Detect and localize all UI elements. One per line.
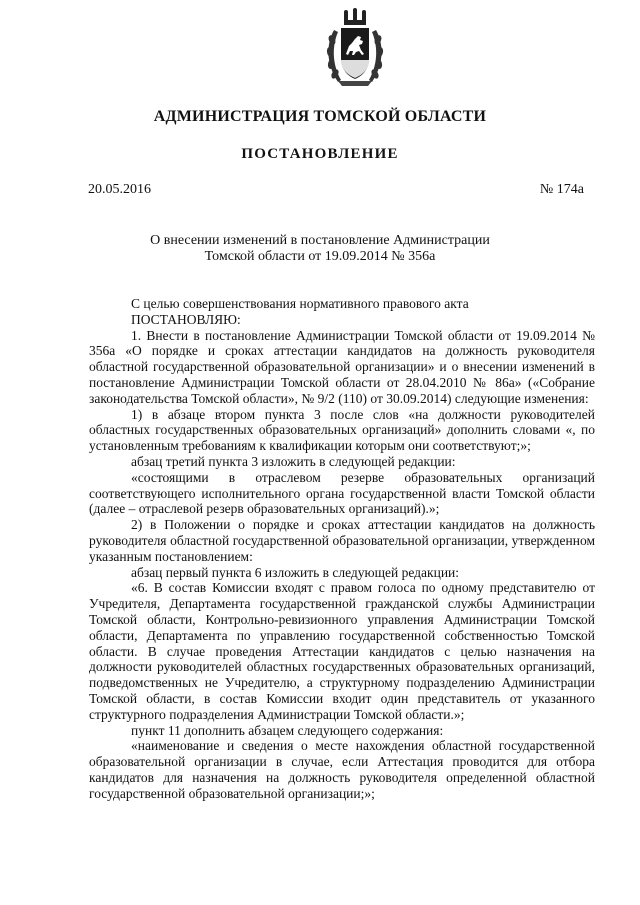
paragraph: «наименование и сведения о месте нахождения областной государственной образовательной организации в случае, если Аттестация проводится для отбора кандидатов для назначения на должность руководителя определенной областной государственной образовательной организации;»; — [89, 738, 595, 801]
paragraph: С целью совершенствования нормативного правового акта — [131, 296, 469, 311]
subject-line: О внесении изменений в постановление Администрации — [150, 233, 490, 248]
paragraph: ПОСТАНОВЛЯЮ: — [131, 311, 241, 327]
paragraph: 1) в абзаце втором пункта 3 после слов «на должности руководителей областных государственных образовательных организаций» дополнить словами «, по установленным требованиям к квалификации которым они соответствуют;»; — [89, 406, 595, 454]
document-number: № 174а — [539, 182, 584, 197]
paragraph: «состоящими в отраслевом резерве образовательных организаций соответствующего исполнительного органа государственной власти Томской области (далее – отраслевой резерв образовательных организаций).»; — [89, 469, 595, 517]
document-body — [89, 296, 595, 802]
tomsk-coat-of-arms-icon — [324, 8, 386, 92]
paragraph: 2) в Положении о порядке и сроках аттестации кандидатов на должность руководителя областной государственной образовательной организации, утвержденном указанным постановлением: — [89, 517, 595, 564]
paragraph: пункт 11 дополнить абзацем следующего содержания: — [131, 722, 444, 738]
paragraph: абзац третий пункта 3 изложить в следующей редакции: — [131, 453, 456, 469]
paragraph: «6. В состав Комиссии входят с правом голоса по одному представителю от Учредителя, Департамента государственной гражданской службы Администрации Томской области, Контрольно-ревизионного управления Администрации Томской области, Департамента по управлению государственной собственностью Томской области. В случае проведения Аттестации кандидатов с целью назначения на должности руководителей областных государственных образовательных организаций, подведомственных не Учредителю, а структурному подразделению Администрации Томской области, в состав Комиссии входит один представитель от указанного структурного подразделения Администрации Томской области.»; — [89, 580, 595, 722]
paragraph: абзац первый пункта 6 изложить в следующей редакции: — [131, 564, 460, 580]
document-subject — [120, 233, 520, 265]
subject-line: Томской области от 19.09.2014 № 356а — [204, 249, 436, 264]
organization-title: АДМИНИСТРАЦИЯ ТОМСКОЙ ОБЛАСТИ — [153, 108, 487, 125]
paragraph: 1. Внести в постановление Администрации Томской области от 19.09.2014 № 356а «О порядке и сроках аттестации кандидатов на должность руководителя областной государственной образовательной организации» и о внесении изменений в постановление Администрации Томской области от 28.04.2010 № 86а» («Собрание законодательства Томской области», № 9/2 (110) от 30.09.2014) следующие изменения: — [89, 327, 595, 406]
document-type: ПОСТАНОВЛЕНИЕ — [241, 146, 399, 162]
document-date: 20.05.2016 — [88, 182, 151, 197]
